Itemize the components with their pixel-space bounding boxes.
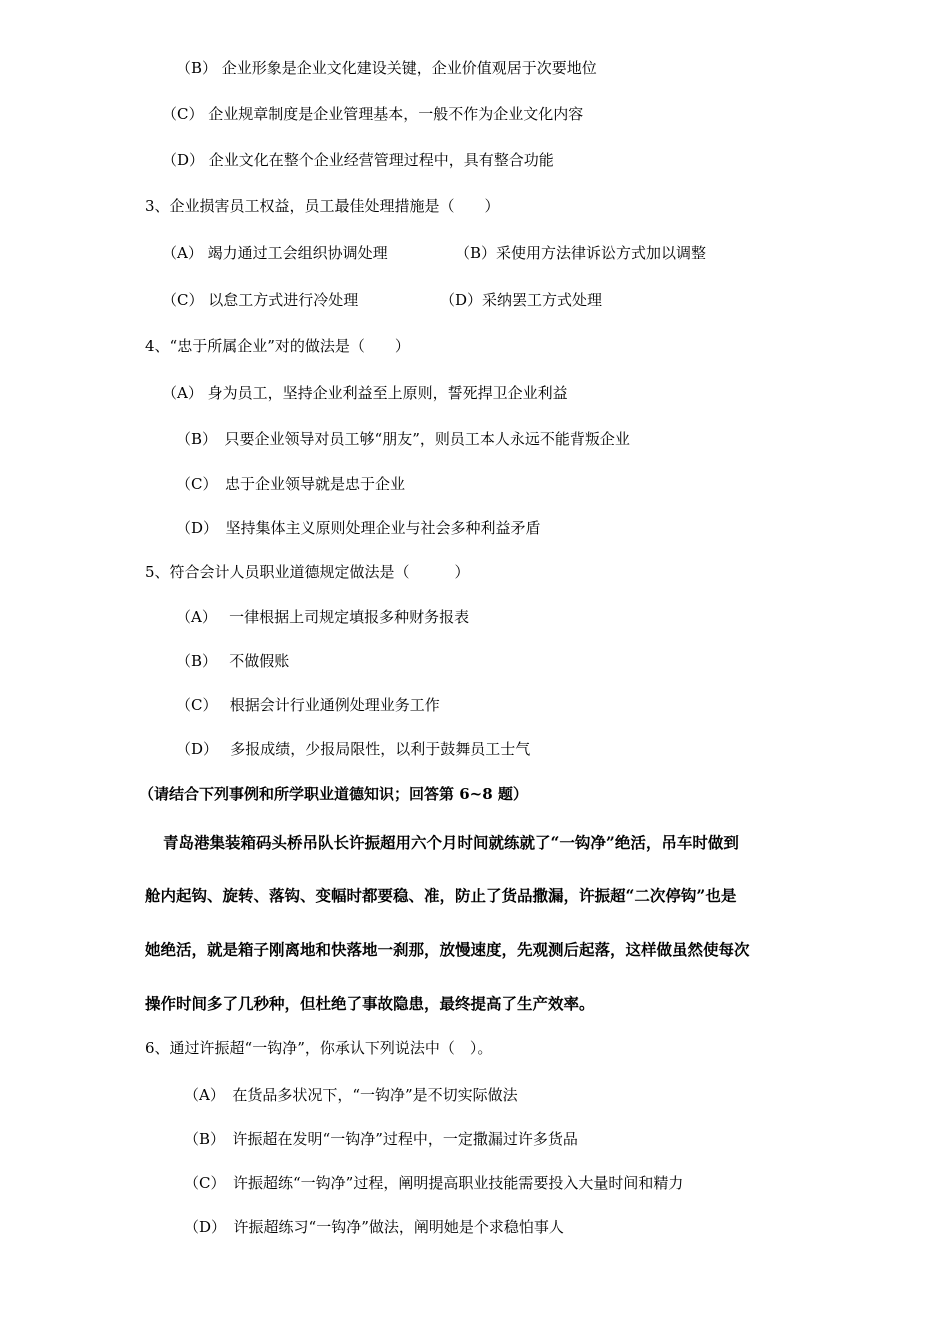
q2-option-d: （D） 企业文化在整个企业经营管理过程中，具有整合功能: [162, 151, 554, 169]
q2-option-b: （B） 企业形象是企业文化建设关键，企业价值观居于次要地位: [176, 59, 597, 77]
q4-option-b: （B） 只要企业领导对员工够“朋友”，则员工本人永远不能背叛企业: [176, 430, 630, 448]
case-paragraph-line-4: 操作时间多了几秒种，但杜绝了事故隐患，最终提高了生产效率。: [145, 994, 595, 1013]
q3-stem: 3、企业损害员工权益，员工最佳处理措施是（ ）: [145, 197, 500, 215]
q3-option-d: （D）采纳罢工方式处理: [440, 291, 603, 309]
q6-option-a: （A） 在货品多状况下，“一钩净”是不切实际做法: [184, 1086, 518, 1104]
q4-option-a: （A） 身为员工，坚持企业利益至上原则，誓死捍卫企业利益: [162, 384, 568, 402]
q4-stem: 4、“忠于所属企业”对的做法是（ ）: [145, 337, 410, 355]
q6-stem: 6、通过许振超“一钩净”，你承认下列说法中（ ）。: [145, 1039, 493, 1057]
q6-option-b: （B） 许振超在发明“一钩净”过程中，一定撒漏过许多货品: [184, 1130, 578, 1148]
q2-option-c: （C） 企业规章制度是企业管理基本，一般不作为企业文化内容: [162, 105, 584, 123]
q4-option-d: （D） 坚持集体主义原则处理企业与社会多种利益矛盾: [176, 519, 541, 537]
q5-stem: 5、符合会计人员职业道德规定做法是（ ）: [145, 563, 470, 581]
q5-option-b: （B） 不做假账: [176, 652, 290, 670]
q6-option-c: （C） 许振超练“一钩净”过程，阐明提高职业技能需要投入大量时间和精力: [184, 1174, 684, 1192]
case-paragraph-line-1: 青岛港集装箱码头桥吊队长许振超用六个月时间就练就了“一钩净”绝活，吊车时做到: [163, 833, 739, 852]
q5-option-c: （C） 根据会计行业通例处理业务工作: [176, 696, 440, 714]
q5-option-d: （D） 多报成绩，少报局限性，以利于鼓舞员工士气: [176, 740, 531, 758]
case-instruction: （请结合下列事例和所学职业道德知识；回答第 6~8 题）: [139, 785, 528, 803]
q6-option-d: （D） 许振超练习“一钩净”做法，阐明她是个求稳怕事人: [184, 1218, 564, 1236]
case-paragraph-line-2: 舱内起钩、旋转、落钩、变幅时都要稳、准，防止了货品撒漏，许振超“二次停钩”也是: [145, 886, 737, 905]
q3-option-b: （B）采使用方法律诉讼方式加以调整: [455, 244, 707, 262]
q4-option-c: （C） 忠于企业领导就是忠于企业: [176, 475, 405, 493]
case-paragraph-line-3: 她绝活，就是箱子刚离地和快落地一刹那，放慢速度，先观测后起落，这样做虽然使每次: [145, 940, 750, 959]
q5-option-a: （A） 一律根据上司规定填报多种财务报表: [176, 608, 470, 626]
q3-option-c: （C） 以怠工方式进行冷处理: [162, 291, 359, 309]
q3-option-a: （A） 竭力通过工会组织协调处理: [162, 244, 388, 262]
